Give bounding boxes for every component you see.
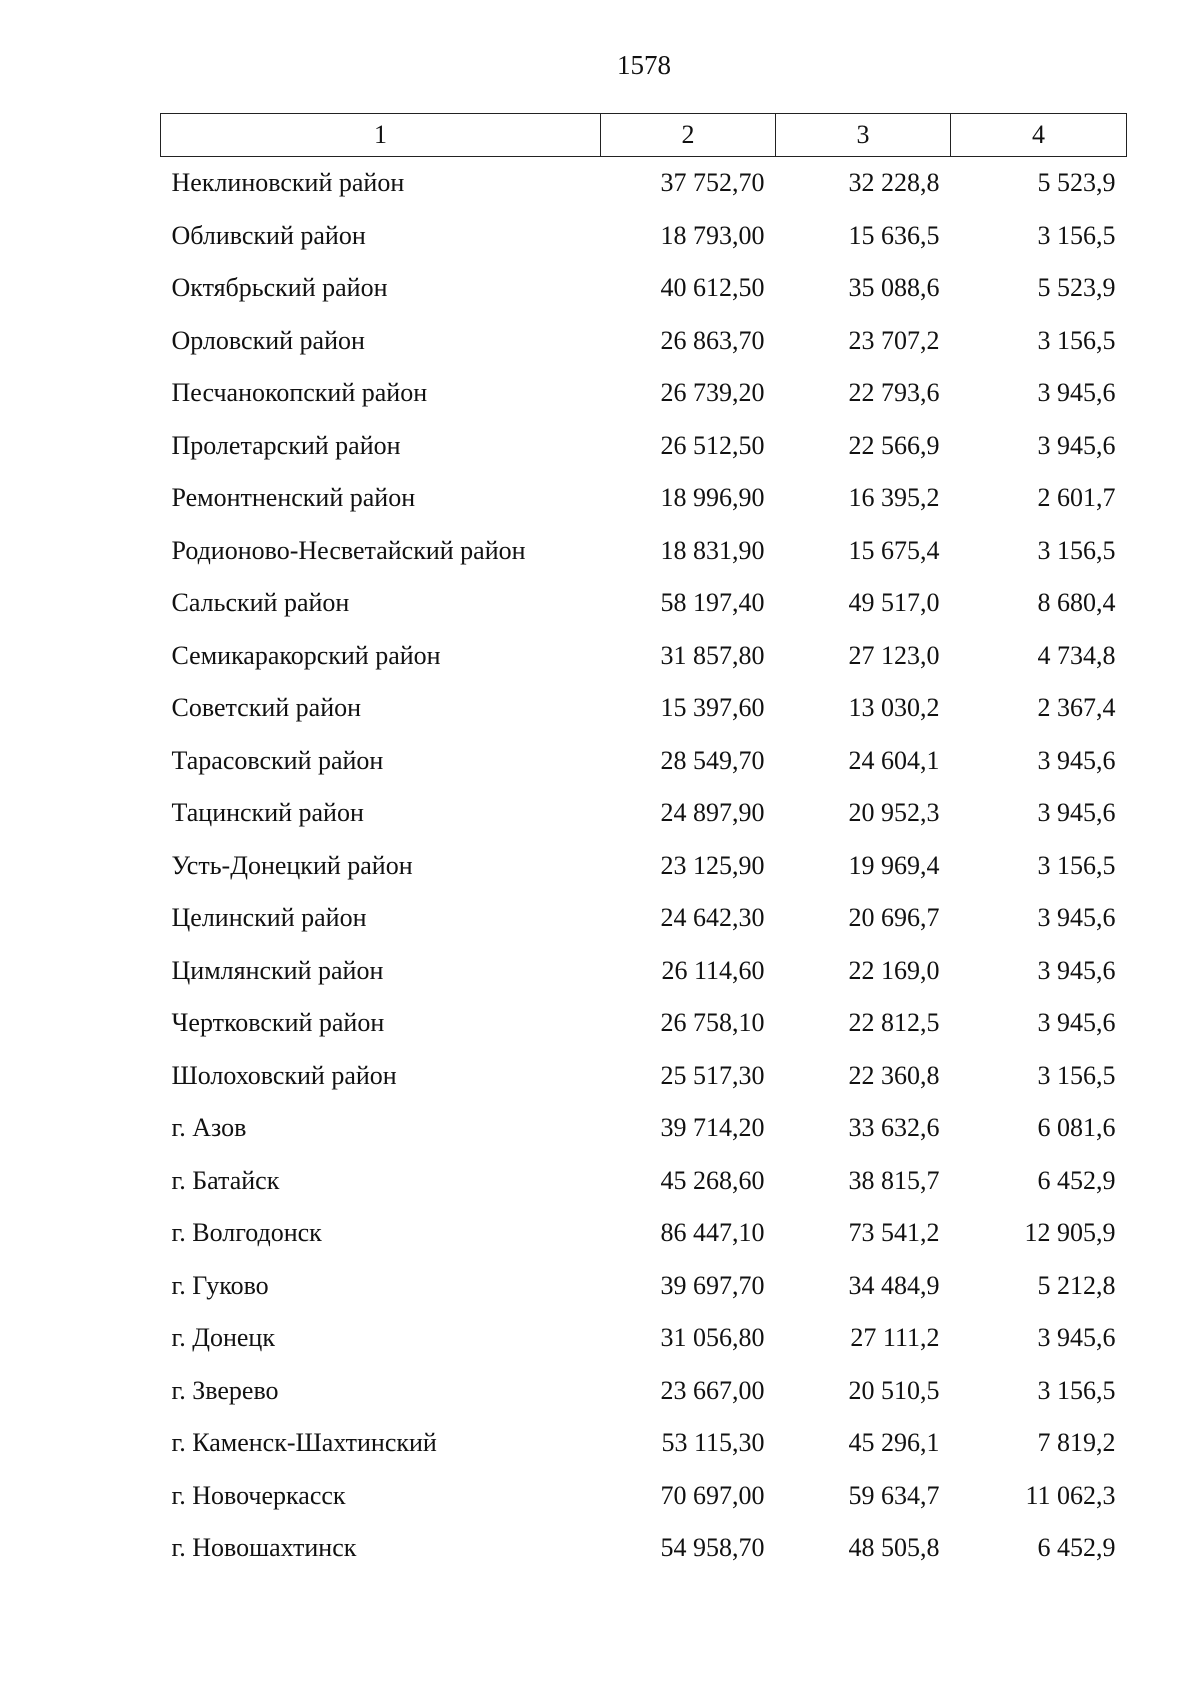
table-body [161,157,1127,1575]
row-value-col2-cell: 26 758,10 [660,1008,765,1038]
row-value-col2-cell: 26 739,20 [660,378,765,408]
row-value-col2-cell: 53 115,30 [661,1428,765,1458]
row-value-col2-cell: 24 897,90 [660,798,765,828]
row-name-cell: г. Донецк [171,1323,275,1353]
row-value-col4-cell: 7 819,2 [1037,1428,1116,1458]
row-name-cell: г. Новошахтинск [171,1533,357,1563]
row-value-col2-cell: 25 517,30 [660,1060,765,1090]
row-value-col2-cell: 26 512,50 [660,430,765,460]
row-name-cell: г. Азов [171,1113,247,1143]
row-value-col4-cell: 12 905,9 [1024,1218,1116,1248]
table-row [161,262,1127,315]
row-value-col2-cell: 15 397,60 [660,693,765,723]
table-row [161,1102,1127,1155]
row-value-col3-cell: 38 815,7 [848,1165,940,1195]
row-value-col3-cell: 27 123,0 [848,640,940,670]
table-row [161,1312,1127,1365]
row-value-col4-cell: 3 156,5 [1037,1060,1116,1090]
row-value-col2-cell: 31 857,80 [660,640,765,670]
row-value-col2-cell: 28 549,70 [660,745,765,775]
row-name-cell: Песчанокопский район [171,378,428,408]
row-value-col4-cell: 3 945,6 [1037,955,1116,985]
row-name-cell: Пролетарский район [171,430,401,460]
row-value-col2-cell: 26 863,70 [660,325,765,355]
page-number: 1578 [617,50,671,80]
row-value-col2-cell: 23 125,90 [660,850,765,880]
row-value-col4-cell: 5 523,9 [1037,168,1116,198]
row-value-col4-cell: 3 945,6 [1037,903,1116,933]
row-name-cell: Цимлянский район [171,955,384,985]
row-value-col4-cell: 11 062,3 [1025,1480,1116,1510]
row-value-col4-cell: 3 945,6 [1037,430,1116,460]
row-value-col2-cell: 58 197,40 [660,588,765,618]
table-row [161,1522,1127,1575]
row-value-col2-cell: 31 056,80 [660,1323,765,1353]
row-value-col4-cell: 3 945,6 [1037,798,1116,828]
row-value-col4-cell: 3 156,5 [1037,535,1116,565]
row-value-col3-cell: 16 395,2 [848,483,940,513]
row-value-col2-cell: 37 752,70 [660,168,765,198]
row-value-col4-cell: 6 081,6 [1037,1113,1116,1143]
table-row [161,420,1127,473]
row-value-col3-cell: 27 111,2 [850,1323,940,1353]
row-value-col2-cell: 40 612,50 [660,273,765,303]
row-name-cell: Шолоховский район [171,1060,397,1090]
row-value-col4-cell: 8 680,4 [1037,588,1116,618]
column-header-3: 3 [776,114,951,157]
row-value-col3-cell: 23 707,2 [848,325,940,355]
row-value-col2-cell: 18 996,90 [660,483,765,513]
row-value-col2-cell: 39 714,20 [660,1113,765,1143]
row-value-col4-cell: 6 452,9 [1037,1165,1116,1195]
table-row [161,840,1127,893]
table-row [161,157,1127,210]
table-row [161,630,1127,683]
row-name-cell: г. Зверево [171,1375,279,1405]
row-name-cell: Усть-Донецкий район [171,850,413,880]
table-row [161,472,1127,525]
table-row [161,315,1127,368]
table-row [161,525,1127,578]
row-value-col3-cell: 19 969,4 [848,850,940,880]
row-value-col2-cell: 45 268,60 [660,1165,765,1195]
row-value-col3-cell: 15 675,4 [848,535,940,565]
row-value-col4-cell: 3 156,5 [1037,220,1116,250]
table-row [161,210,1127,263]
row-value-col2-cell: 39 697,70 [660,1270,765,1300]
row-name-cell: г. Каменск-Шахтинский [171,1428,437,1458]
table-row [161,1365,1127,1418]
row-value-col2-cell: 23 667,00 [660,1375,765,1405]
row-value-col3-cell: 49 517,0 [848,588,940,618]
row-value-col2-cell: 26 114,60 [661,955,765,985]
table-row [161,1207,1127,1260]
row-name-cell: г. Новочеркасск [171,1480,346,1510]
row-value-col2-cell: 24 642,30 [660,903,765,933]
row-value-col3-cell: 13 030,2 [848,693,940,723]
column-header-4: 4 [951,114,1127,157]
table-row [161,945,1127,998]
row-name-cell: Родионово-Несветайский район [171,535,526,565]
row-value-col2-cell: 18 831,90 [660,535,765,565]
table-row [161,892,1127,945]
row-value-col3-cell: 22 360,8 [848,1060,940,1090]
row-value-col4-cell: 4 734,8 [1037,640,1116,670]
row-value-col3-cell: 33 632,6 [848,1113,940,1143]
table-row [161,1050,1127,1103]
row-name-cell: г. Волгодонск [171,1218,322,1248]
row-name-cell: Советский район [171,693,362,723]
column-header-2: 2 [601,114,776,157]
row-value-col3-cell: 34 484,9 [848,1270,940,1300]
row-value-col2-cell: 86 447,10 [660,1218,765,1248]
header-row [161,114,1127,157]
row-name-cell: Чертковский район [171,1008,385,1038]
row-name-cell: г. Батайск [171,1165,280,1195]
row-value-col3-cell: 32 228,8 [848,168,940,198]
row-name-cell: г. Гуково [171,1270,269,1300]
row-value-col3-cell: 22 812,5 [848,1008,940,1038]
row-value-col3-cell: 59 634,7 [848,1480,940,1510]
table-row [161,787,1127,840]
row-value-col3-cell: 22 566,9 [848,430,940,460]
table-row [161,735,1127,788]
row-name-cell: Целинский район [171,903,367,933]
table-row [161,1155,1127,1208]
row-value-col4-cell: 2 601,7 [1037,483,1116,513]
data-table [160,113,1127,1575]
row-value-col4-cell: 3 156,5 [1037,325,1116,355]
row-value-col2-cell: 18 793,00 [660,220,765,250]
data-table-container [160,113,1126,1575]
table-header [161,114,1127,157]
row-name-cell: Ремонтненский район [171,483,416,513]
row-name-cell: Тацинский район [171,798,364,828]
row-value-col4-cell: 3 945,6 [1037,1323,1116,1353]
table-row [161,577,1127,630]
row-name-cell: Обливский район [171,220,366,250]
row-value-col4-cell: 3 156,5 [1037,850,1116,880]
row-value-col3-cell: 20 952,3 [848,798,940,828]
row-name-cell: Орловский район [171,325,365,355]
row-value-col4-cell: 2 367,4 [1037,693,1116,723]
table-row [161,682,1127,735]
row-value-col4-cell: 3 945,6 [1037,1008,1116,1038]
row-value-col4-cell: 3 156,5 [1037,1375,1116,1405]
row-value-col2-cell: 70 697,00 [660,1480,765,1510]
row-value-col4-cell: 3 945,6 [1037,745,1116,775]
row-value-col4-cell: 5 523,9 [1037,273,1116,303]
row-value-col3-cell: 20 510,5 [848,1375,940,1405]
row-value-col3-cell: 45 296,1 [848,1428,940,1458]
column-header-1: 1 [161,114,601,157]
row-value-col3-cell: 73 541,2 [848,1218,940,1248]
row-value-col2-cell: 54 958,70 [660,1533,765,1563]
table-row [161,1417,1127,1470]
row-value-col3-cell: 24 604,1 [848,745,940,775]
row-value-col3-cell: 20 696,7 [848,903,940,933]
row-name-cell: Октябрьский район [171,273,388,303]
row-value-col4-cell: 6 452,9 [1037,1533,1116,1563]
row-value-col3-cell: 22 169,0 [848,955,940,985]
row-value-col4-cell: 3 945,6 [1037,378,1116,408]
row-value-col3-cell: 35 088,6 [848,273,940,303]
row-value-col3-cell: 22 793,6 [848,378,940,408]
row-value-col3-cell: 15 636,5 [848,220,940,250]
row-name-cell: Неклиновский район [171,168,405,198]
row-value-col4-cell: 5 212,8 [1037,1270,1116,1300]
table-row [161,1470,1127,1523]
table-row [161,1260,1127,1313]
table-row [161,367,1127,420]
row-name-cell: Сальский район [171,588,350,618]
row-name-cell: Семикаракорский район [171,640,441,670]
row-value-col3-cell: 48 505,8 [848,1533,940,1563]
row-name-cell: Тарасовский район [171,745,384,775]
table-row [161,997,1127,1050]
